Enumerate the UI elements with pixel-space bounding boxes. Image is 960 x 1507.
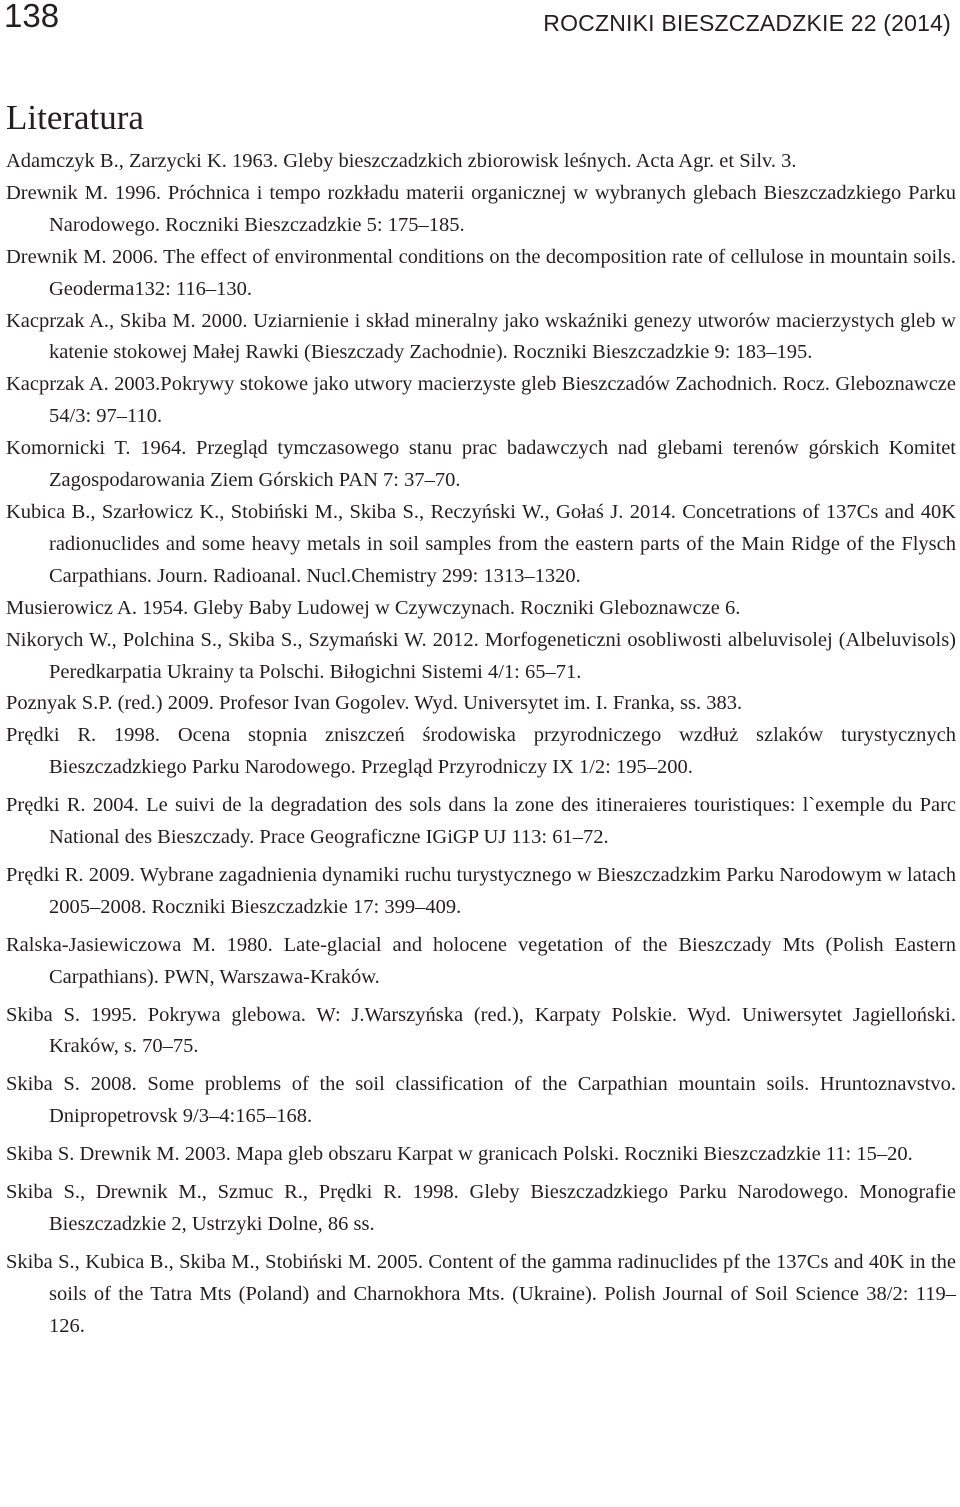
reference-item: Prędki R. 2009. Wybrane zagadnienia dynamiki ruchu turystycznego w Bieszczadzkim Parku Narodowym w latach 2005–2008. Roczniki Bieszczadzkie 17: 399–409.: [6, 863, 956, 918]
reference-item: Drewnik M. 1996. Próchnica i tempo rozkładu materii organicznej w wybranych glebach Bieszczadzkiego Parku Narodowego. Roczniki Bieszczadzkie 5: 175–185.: [6, 181, 956, 236]
reference-item: Prędki R. 1998. Ocena stopnia zniszczeń środowiska przyrodniczego wzdłuż szlaków turystycznych Bieszczadzkiego Parku Narodowego. Przegląd Przyrodniczy IX 1/2: 195–200.: [6, 724, 956, 779]
reference-item: Kubica B., Szarłowicz K., Stobiński M., Skiba S., Reczyński W., Gołaś J. 2014. Concetrations of 137Cs and 40K radionuclides and some heavy metals in soil samples from the eastern parts of the Main Ridge of the Flysch Carpathians. Journ. Radioanal. Nucl.Chemistry 299: 1313–1320.: [6, 500, 956, 587]
reference-item: Kacprzak A., Skiba M. 2000. Uziarnienie i skład mineralny jako wskaźniki genezy utworów macierzystych gleb w katenie stokowej Małej Rawki (Bieszczady Zachodnie). Roczniki Bieszczadzkie 9: 183–195.: [6, 309, 956, 364]
reference-item: Drewnik M. 2006. The effect of environmental conditions on the decomposition rate of cellulose in mountain soils. Geoderma132: 116–130.: [6, 245, 956, 300]
section-heading: Literatura: [6, 98, 144, 137]
reference-item: Prędki R. 2004. Le suivi de la degradation des sols dans la zone des itineraieres touristiques: l`exemple du Parc National des Bieszczady. Prace Geograficzne IGiGP UJ 113: 61–72.: [6, 794, 956, 849]
reference-item: Skiba S. 1995. Pokrywa glebowa. W: J.Warszyńska (red.), Karpaty Polskie. Wyd. Uniwersytet Jagielloński. Kraków, s. 70–75.: [6, 1003, 956, 1058]
reference-list: [6, 146, 956, 1343]
reference-item: Skiba S., Drewnik M., Szmuc R., Prędki R. 1998. Gleby Bieszczadzkiego Parku Narodowego. Monografie Bieszczadzkie 2, Ustrzyki Dolne, 86 ss.: [6, 1181, 956, 1235]
reference-item: Kacprzak A. 2003.Pokrywy stokowe jako utwory macierzyste gleb Bieszczadów Zachodnich. Rocz. Gleboznawcze 54/3: 97–110.: [6, 373, 956, 428]
page-number: 138: [4, 0, 60, 34]
reference-item: Adamczyk B., Zarzycki K. 1963. Gleby bieszczadzkich zbiorowisk leśnych. Acta Agr. et Silv. 3.: [6, 150, 797, 172]
reference-item: Skiba S. 2008. Some problems of the soil classification of the Carpathian mountain soils. Hruntoznavstvo. Dnipropetrovsk 9/3–4:165–168.: [6, 1073, 956, 1128]
reference-item: Musierowicz A. 1954. Gleby Baby Ludowej w Czywczynach. Roczniki Gleboznawcze 6.: [6, 596, 741, 619]
reference-item: Komornicki T. 1964. Przegląd tymczasowego stanu prac badawczych nad glebami terenów górskich Komitet Zagospodarowania Ziem Górskich PAN 7: 37–70.: [6, 437, 956, 492]
reference-item: Ralska-Jasiewiczowa M. 1980. Late-glacial and holocene vegetation of the Bieszczady Mts (Polish Eastern Carpathians). PWN, Warszawa-Kraków.: [6, 933, 956, 988]
reference-item: Skiba S., Kubica B., Skiba M., Stobiński M. 2005. Content of the gamma radinuclides pf the 137Cs and 40K in the soils of the Tatra Mts (Poland) and Charnokhora Mts. (Ukraine). Polish Journal of Soil Science 38/2: 119–126.: [6, 1250, 956, 1337]
reference-item: Nikorych W., Polchina S., Skiba S., Szymański W. 2012. Morfogeneticzni osobliwosti albeluvisolej (Albeluvisols) Peredkarpatia Ukrainy ta Polschi. Biłogichni Sistemi 4/1: 65–71.: [6, 628, 956, 683]
reference-item: Skiba S. Drewnik M. 2003. Mapa gleb obszaru Karpat w granicach Polski. Roczniki Bieszczadzkie 11: 15–20.: [6, 1143, 913, 1166]
reference-item: Poznyak S.P. (red.) 2009. Profesor Ivan Gogolev. Wyd. Universytet im. I. Franka, ss. 383.: [6, 692, 743, 715]
running-header: [0, 0, 960, 40]
journal-title: ROCZNIKI BIESZCZADZKIE 22 (2014): [543, 10, 951, 36]
